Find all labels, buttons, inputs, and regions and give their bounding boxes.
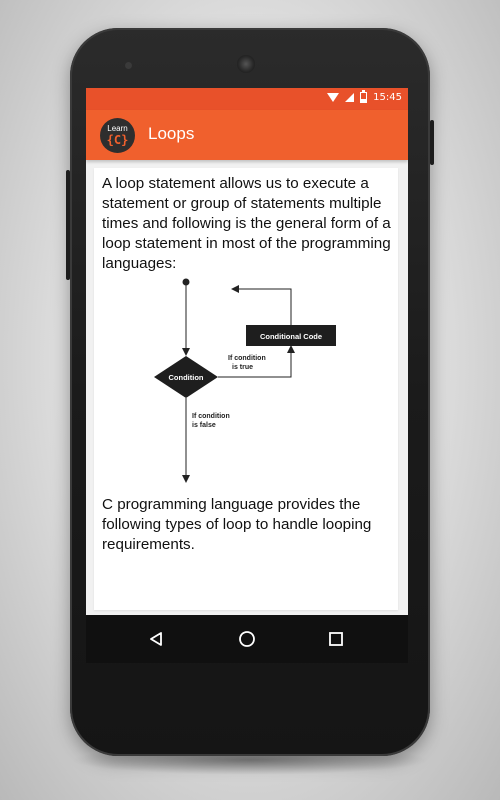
app-logo-icon[interactable]: [100, 118, 135, 153]
false-label-line1: If condition: [192, 413, 230, 420]
front-camera: [125, 62, 132, 69]
condition-label: Condition: [168, 373, 204, 382]
back-button[interactable]: [144, 627, 168, 651]
battery-icon: [360, 92, 367, 103]
status-bar: [86, 88, 408, 110]
true-label-line1: If condition: [228, 355, 266, 362]
content-card[interactable]: [94, 168, 398, 610]
phone-screen: [86, 88, 408, 615]
logo-symbol: {C}: [106, 133, 129, 147]
false-label-line2: is false: [192, 422, 216, 429]
recents-button[interactable]: [324, 627, 348, 651]
home-button[interactable]: [235, 627, 259, 651]
app-bar: [86, 110, 408, 160]
earpiece-speaker: [237, 55, 255, 73]
navigation-bar: [86, 615, 408, 663]
logo-text: Learn: [107, 124, 128, 133]
page-title: Loops: [148, 124, 195, 143]
volume-button: [66, 170, 70, 280]
recents-icon: [328, 631, 344, 647]
signal-icon: [345, 93, 354, 102]
home-icon: [238, 630, 256, 648]
loop-back-arrow: [232, 289, 291, 325]
conditional-code-label: Conditional Code: [259, 332, 323, 341]
status-time: 15:45: [373, 92, 402, 103]
power-button: [430, 120, 434, 165]
intro-paragraph: A loop statement allows us to execute a statement or group of statements multiple times and following is the general form of a loop statement in most of the programming languages:: [102, 175, 391, 272]
true-label-line2: is true: [232, 364, 254, 371]
loop-flowchart: [94, 278, 398, 488]
wifi-icon: [327, 93, 339, 102]
loop-types-paragraph: C programming language provides the following types of loop to handle looping requirements.: [102, 496, 372, 553]
back-icon: [148, 631, 164, 647]
